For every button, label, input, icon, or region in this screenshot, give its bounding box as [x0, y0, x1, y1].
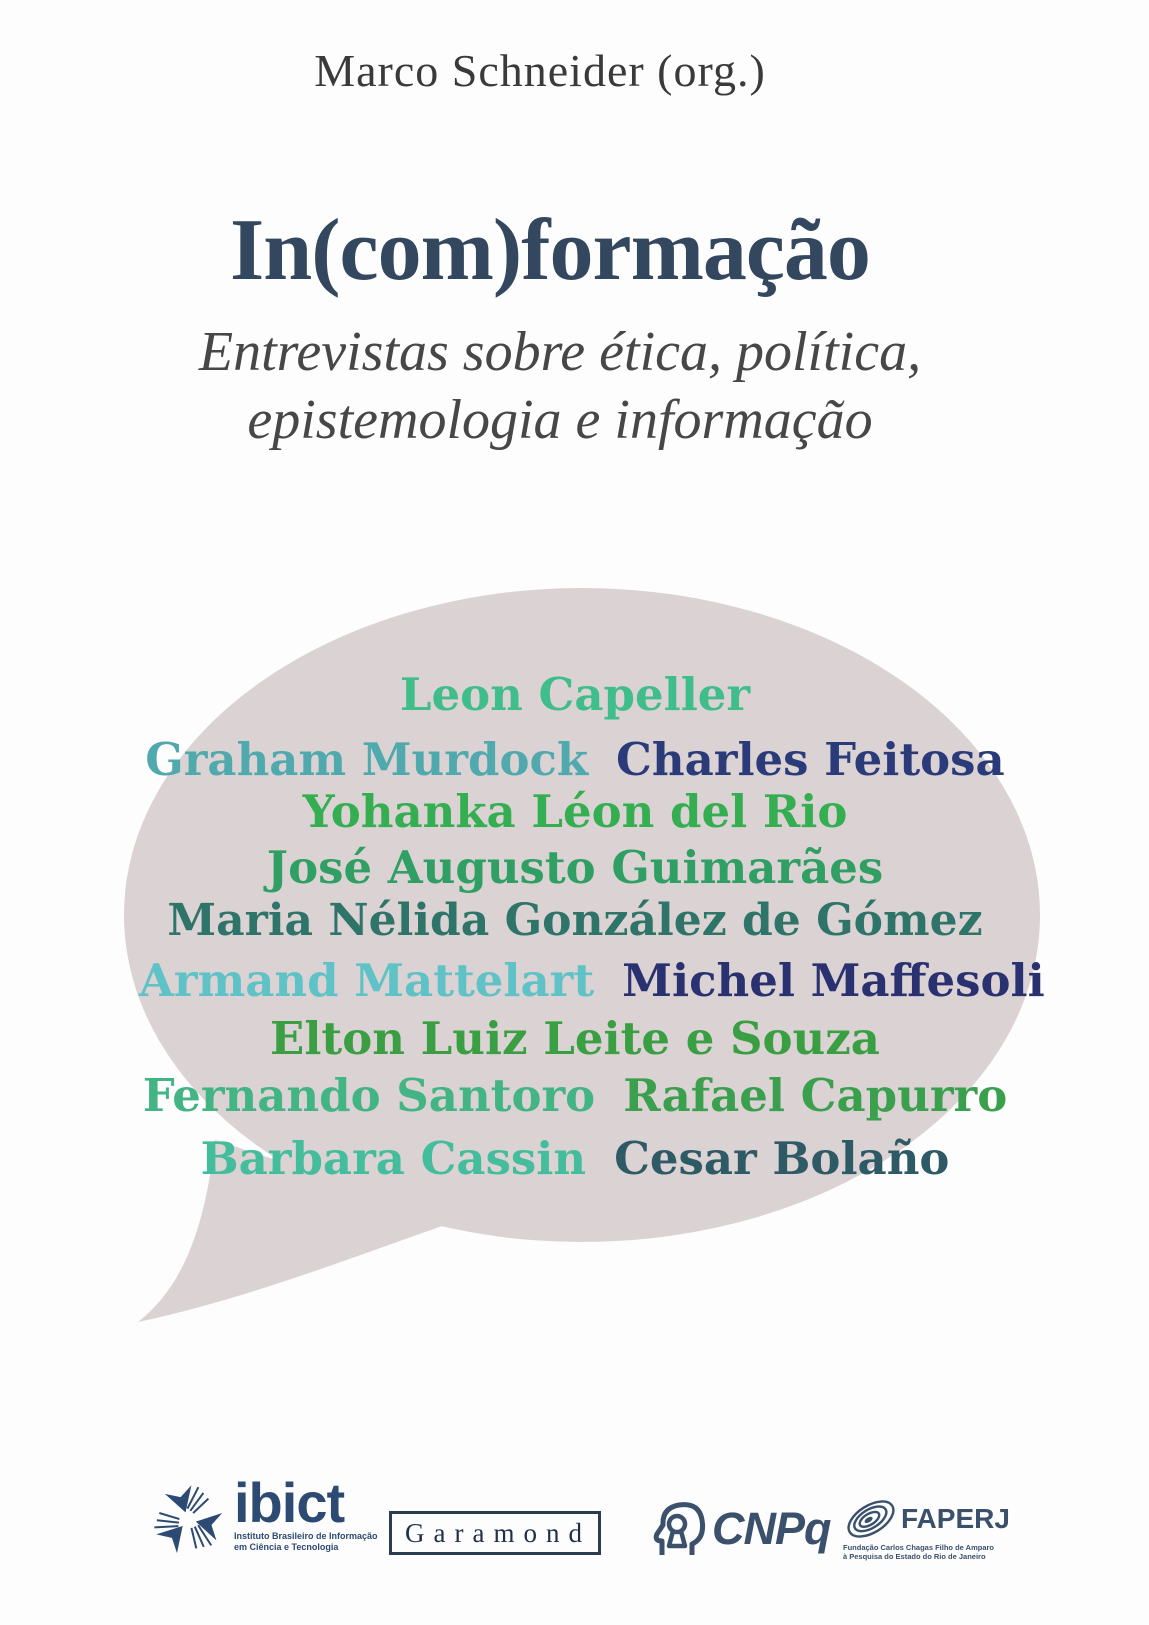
name-row [125, 954, 1045, 1007]
author-name: Fernando Santoro [142, 1069, 596, 1122]
author-name: Yohanka Léon del Rio [302, 785, 848, 838]
book-title: In(com)formação [230, 202, 870, 299]
faperj-wordmark: FAPERJ [901, 1503, 1010, 1534]
author-name: Cesar Bolaño [614, 1132, 950, 1185]
author-name: Elton Luiz Leite e Souza [270, 1012, 880, 1065]
author-name: Leon Capeller [399, 668, 751, 721]
author-name: Charles Feitosa [616, 733, 1005, 786]
author-name: Armand Mattelart [139, 954, 595, 1007]
faperj-tagline-line1: Fundação Carlos Chagas Filho de Amparo [843, 1543, 994, 1552]
ibict-wordmark: ibict [234, 1471, 345, 1534]
name-row [125, 843, 1025, 893]
name-row [125, 1071, 1025, 1121]
name-row [125, 735, 1025, 785]
book-subtitle-line2: epistemologia e informação [247, 389, 873, 451]
author-name: Maria Nélida González de Gómez [167, 895, 983, 946]
book-subtitle [0, 318, 1120, 454]
name-row [125, 670, 1025, 720]
faperj-icon [843, 1496, 899, 1542]
ibict-logo [150, 1471, 378, 1558]
author-name: Graham Murdock [145, 733, 589, 786]
cnpq-logo [648, 1499, 831, 1559]
name-row [125, 787, 1025, 837]
author-name: Michel Maffesoli [622, 954, 1045, 1007]
book-subtitle-line1: Entrevistas sobre ética, política, [198, 321, 922, 383]
faperj-logo [843, 1496, 1018, 1561]
author-name: Barbara Cassin [200, 1132, 587, 1185]
name-row [125, 897, 1025, 945]
author-line: Marco Schneider (org.) [314, 45, 766, 96]
author-name: Rafael Capurro [623, 1069, 1008, 1122]
author-name: José Augusto Guimarães [266, 841, 884, 894]
cnpq-icon [648, 1499, 710, 1559]
ibict-tagline-line1: Instituto Brasileiro de Informação [234, 1531, 378, 1541]
ibict-tagline-line2: em Ciência e Tecnologia [234, 1542, 339, 1552]
name-row [125, 1134, 1025, 1184]
faperj-tagline-line2: à Pesquisa do Estado do Rio de Janeiro [843, 1552, 986, 1561]
garamond-wordmark: Garamond [405, 1517, 591, 1548]
ibict-icon [150, 1478, 226, 1558]
garamond-logo [389, 1511, 601, 1555]
name-row [125, 1014, 1025, 1064]
cnpq-wordmark: CNPq [712, 1503, 831, 1554]
